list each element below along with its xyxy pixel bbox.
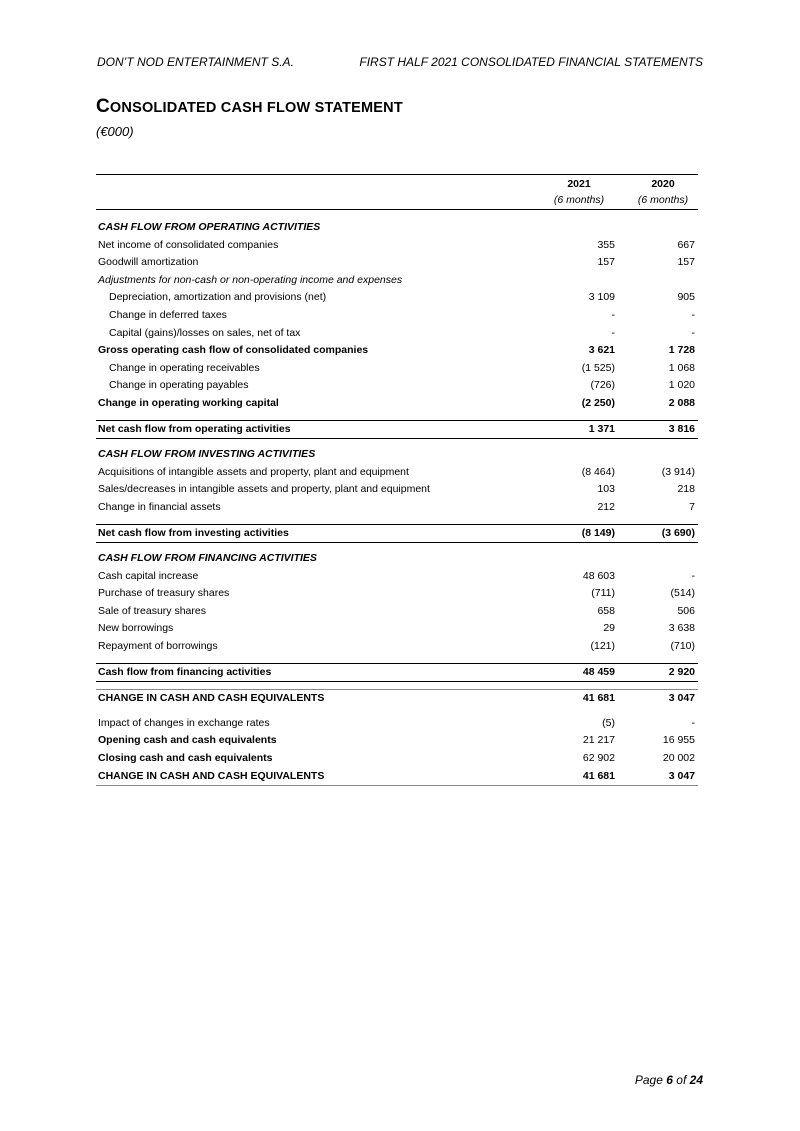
table-bottom-rule: [96, 785, 698, 786]
section-heading-financing: CASH FLOW FROM FINANCING ACTIVITIES: [98, 552, 317, 565]
table-row: Opening cash and cash equivalents 21 217 16 955: [98, 734, 695, 747]
table-row: Change in operating receivables (1 525) 1 068: [109, 361, 695, 374]
header-period-row: [96, 192, 698, 209]
title-rest: ONSOLIDATED CASH FLOW STATEMENT: [109, 100, 403, 116]
cash-flow-table: [96, 174, 698, 786]
subtotal-row-operating: Net cash flow from operating activities 1 371 3 816: [96, 420, 698, 440]
table-row: New borrowings 29 3 638: [98, 622, 695, 635]
table-row: Purchase of treasury shares (711) (514): [98, 587, 695, 600]
table-row: Depreciation, amortization and provisions (net) 3 109 905: [109, 291, 695, 304]
subtotal-row-investing: Net cash flow from investing activities (8 149) (3 690): [96, 524, 698, 544]
table-row: Sales/decreases in intangible assets and property, plant and equipment 103 218: [98, 483, 695, 496]
table-row: Change in deferred taxes - -: [109, 308, 695, 321]
table-row: Repayment of borrowings (121) (710): [98, 640, 695, 653]
table-row: Cash capital increase 48 603 -: [98, 569, 695, 582]
title-initial: C: [96, 96, 110, 117]
total-row-change-in-cash-final: CHANGE IN CASH AND CASH EQUIVALENTS 41 681 3 047: [98, 769, 695, 782]
table-row: Closing cash and cash equivalents 62 902 20 002: [98, 752, 695, 765]
table-row: Change in operating payables (726) 1 020: [109, 379, 695, 392]
header-doc-title: FIRST HALF 2021 CONSOLIDATED FINANCIAL STATEMENTS: [359, 55, 703, 69]
page-number: Page 6 of 24: [634, 1073, 703, 1087]
header-years-row: [96, 175, 698, 192]
table-row: Net income of consolidated companies 355 667: [98, 238, 695, 251]
table-row: Gross operating cash flow of consolidated companies 3 621 1 728: [98, 344, 695, 357]
col-period-2021: (6 months): [553, 194, 605, 206]
header-company: DON’T NOD ENTERTAINMENT S.A.: [97, 55, 294, 69]
table-row: Change in operating working capital (2 250) 2 088: [98, 396, 695, 409]
unit-label: (€000): [96, 124, 134, 139]
table-row: Change in financial assets 212 7: [98, 500, 695, 513]
col-period-2020: (6 months): [637, 194, 689, 206]
subtotal-row-financing: Cash flow from financing activities 48 459 2 920: [96, 663, 698, 683]
table-row: Sale of treasury shares 658 506: [98, 604, 695, 617]
col-year-2021: 2021: [567, 178, 591, 190]
section-heading-operating: CASH FLOW FROM OPERATING ACTIVITIES: [98, 221, 321, 233]
section-heading-investing: CASH FLOW FROM INVESTING ACTIVITIES: [98, 448, 316, 461]
col-year-2020: 2020: [651, 178, 675, 190]
table-row: Impact of changes in exchange rates (5) -: [98, 716, 695, 729]
table-row: Acquisitions of intangible assets and property, plant and equipment (8 464) (3 914): [98, 465, 695, 478]
table-row: Goodwill amortization 157 157: [98, 256, 695, 269]
table-row: Capital (gains)/losses on sales, net of tax - -: [109, 326, 695, 339]
page-title: [96, 96, 403, 118]
table-row: Adjustments for non-cash or non-operating income and expenses: [98, 273, 403, 286]
total-row-change-in-cash: CHANGE IN CASH AND CASH EQUIVALENTS 41 681 3 047: [96, 689, 698, 708]
